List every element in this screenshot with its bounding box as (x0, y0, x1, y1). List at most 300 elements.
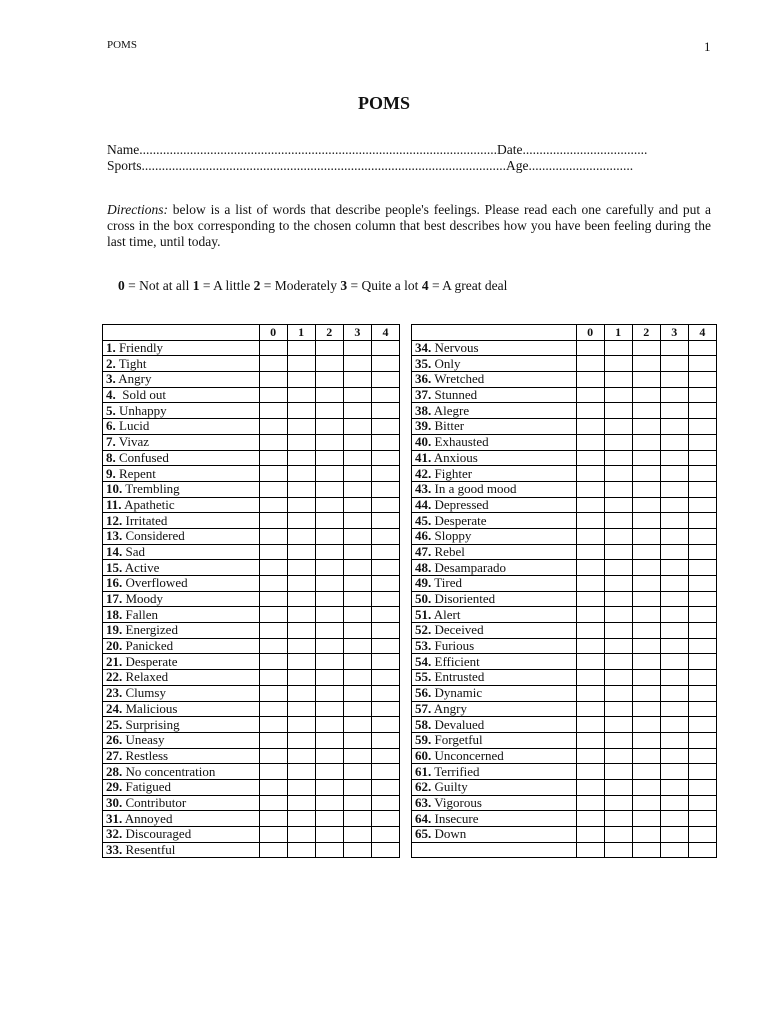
rating-checkbox-4[interactable] (371, 670, 399, 686)
rating-checkbox-3[interactable] (660, 356, 688, 372)
rating-checkbox-3[interactable] (660, 685, 688, 701)
rating-checkbox-2[interactable] (315, 544, 343, 560)
rating-checkbox-2[interactable] (315, 560, 343, 576)
rating-checkbox-4[interactable] (688, 591, 716, 607)
rating-checkbox-4[interactable] (371, 466, 399, 482)
rating-checkbox-3[interactable] (660, 795, 688, 811)
rating-checkbox-1[interactable] (287, 450, 315, 466)
rating-checkbox-0[interactable] (576, 434, 604, 450)
rating-checkbox-3[interactable] (343, 811, 371, 827)
rating-checkbox-4[interactable] (371, 732, 399, 748)
rating-checkbox-4[interactable] (688, 685, 716, 701)
rating-checkbox-1[interactable] (604, 419, 632, 435)
rating-checkbox-4[interactable] (371, 717, 399, 733)
rating-checkbox-3[interactable] (660, 591, 688, 607)
rating-checkbox-2[interactable] (632, 403, 660, 419)
rating-checkbox-0[interactable] (259, 544, 287, 560)
rating-checkbox-0[interactable] (576, 827, 604, 843)
rating-checkbox-4[interactable] (688, 340, 716, 356)
rating-checkbox-0[interactable] (259, 403, 287, 419)
rating-checkbox-4[interactable] (688, 795, 716, 811)
rating-checkbox-0[interactable] (576, 685, 604, 701)
rating-checkbox-1[interactable] (604, 497, 632, 513)
rating-checkbox-1[interactable] (604, 560, 632, 576)
rating-checkbox-3[interactable] (343, 387, 371, 403)
rating-checkbox-0[interactable] (259, 434, 287, 450)
rating-checkbox-1[interactable] (604, 356, 632, 372)
sports-age-field[interactable]: Sports............................................................................................................Age............................... (107, 158, 634, 173)
rating-checkbox-0[interactable] (576, 356, 604, 372)
rating-checkbox-4[interactable] (688, 623, 716, 639)
rating-checkbox-2[interactable] (315, 513, 343, 529)
rating-checkbox-1[interactable] (604, 576, 632, 592)
rating-checkbox-2[interactable] (315, 764, 343, 780)
rating-checkbox-4[interactable] (688, 513, 716, 529)
rating-checkbox-3[interactable] (660, 638, 688, 654)
rating-checkbox-4[interactable] (371, 387, 399, 403)
rating-checkbox-1[interactable] (287, 685, 315, 701)
rating-checkbox-1[interactable] (604, 591, 632, 607)
rating-checkbox-1[interactable] (287, 340, 315, 356)
rating-checkbox-0[interactable] (259, 356, 287, 372)
rating-checkbox-4[interactable] (371, 779, 399, 795)
rating-checkbox-0[interactable] (259, 576, 287, 592)
rating-checkbox-4[interactable] (371, 340, 399, 356)
rating-checkbox-1[interactable] (604, 450, 632, 466)
rating-checkbox-2[interactable] (315, 701, 343, 717)
rating-checkbox-2[interactable] (632, 481, 660, 497)
rating-checkbox-3[interactable] (343, 779, 371, 795)
rating-checkbox-2[interactable] (315, 779, 343, 795)
rating-checkbox-1[interactable] (604, 607, 632, 623)
rating-checkbox-2[interactable] (632, 717, 660, 733)
rating-checkbox-2[interactable] (315, 528, 343, 544)
rating-checkbox-0[interactable] (576, 638, 604, 654)
rating-checkbox-3[interactable] (660, 811, 688, 827)
rating-checkbox-1[interactable] (287, 748, 315, 764)
rating-checkbox-3[interactable] (660, 670, 688, 686)
rating-checkbox-4[interactable] (371, 528, 399, 544)
rating-checkbox-4[interactable] (688, 528, 716, 544)
rating-checkbox-3[interactable] (660, 481, 688, 497)
rating-checkbox-4[interactable] (371, 497, 399, 513)
rating-checkbox-4[interactable] (371, 513, 399, 529)
rating-checkbox-4[interactable] (371, 372, 399, 388)
rating-checkbox-3[interactable] (343, 513, 371, 529)
rating-checkbox-0[interactable] (576, 387, 604, 403)
rating-checkbox-0[interactable] (259, 497, 287, 513)
rating-checkbox-3[interactable] (343, 638, 371, 654)
rating-checkbox-1[interactable] (604, 481, 632, 497)
rating-checkbox-3[interactable] (343, 827, 371, 843)
rating-checkbox-1[interactable] (604, 779, 632, 795)
rating-checkbox-2[interactable] (315, 481, 343, 497)
rating-checkbox-4[interactable] (688, 466, 716, 482)
rating-checkbox-0[interactable] (576, 670, 604, 686)
rating-checkbox-2[interactable] (632, 513, 660, 529)
rating-checkbox-4[interactable] (688, 827, 716, 843)
rating-checkbox-1[interactable] (604, 623, 632, 639)
rating-checkbox-1[interactable] (287, 403, 315, 419)
rating-checkbox-4[interactable] (688, 544, 716, 560)
rating-checkbox-2[interactable] (315, 842, 343, 858)
rating-checkbox-4[interactable] (688, 576, 716, 592)
rating-checkbox-1[interactable] (604, 748, 632, 764)
rating-checkbox-0[interactable] (576, 497, 604, 513)
rating-checkbox-3[interactable] (343, 560, 371, 576)
rating-checkbox-0[interactable] (576, 607, 604, 623)
rating-checkbox-2[interactable] (315, 372, 343, 388)
rating-checkbox-2[interactable] (632, 654, 660, 670)
rating-checkbox-4[interactable] (371, 685, 399, 701)
rating-checkbox-4[interactable] (688, 434, 716, 450)
rating-checkbox-1[interactable] (287, 544, 315, 560)
rating-checkbox-0[interactable] (259, 560, 287, 576)
rating-checkbox-2[interactable] (632, 560, 660, 576)
rating-checkbox-2[interactable] (315, 732, 343, 748)
rating-checkbox-3[interactable] (660, 513, 688, 529)
rating-checkbox-1[interactable] (287, 638, 315, 654)
rating-checkbox-2[interactable] (632, 779, 660, 795)
rating-checkbox-4[interactable] (688, 654, 716, 670)
rating-checkbox-3[interactable] (660, 340, 688, 356)
rating-checkbox-0[interactable] (259, 387, 287, 403)
rating-checkbox-3[interactable] (343, 419, 371, 435)
rating-checkbox-1[interactable] (604, 528, 632, 544)
rating-checkbox-3[interactable] (343, 685, 371, 701)
rating-checkbox-4[interactable] (688, 717, 716, 733)
rating-checkbox-0[interactable] (259, 528, 287, 544)
rating-checkbox-1[interactable] (604, 732, 632, 748)
rating-checkbox-4[interactable] (371, 748, 399, 764)
rating-checkbox-1[interactable] (604, 685, 632, 701)
rating-checkbox-1[interactable] (287, 827, 315, 843)
rating-checkbox-0[interactable] (259, 717, 287, 733)
rating-checkbox-2[interactable] (315, 748, 343, 764)
rating-checkbox-3[interactable] (660, 779, 688, 795)
rating-checkbox-2[interactable] (315, 795, 343, 811)
rating-checkbox-2[interactable] (632, 748, 660, 764)
rating-checkbox-1[interactable] (604, 513, 632, 529)
rating-checkbox-2[interactable] (315, 576, 343, 592)
rating-checkbox-4[interactable] (371, 638, 399, 654)
rating-checkbox-0[interactable] (259, 623, 287, 639)
rating-checkbox-2[interactable] (315, 827, 343, 843)
rating-checkbox-3[interactable] (660, 576, 688, 592)
rating-checkbox-1[interactable] (604, 717, 632, 733)
rating-checkbox-4[interactable] (688, 732, 716, 748)
rating-checkbox-0[interactable] (259, 811, 287, 827)
rating-checkbox-2[interactable] (632, 685, 660, 701)
rating-checkbox-1[interactable] (604, 827, 632, 843)
rating-checkbox-1[interactable] (287, 670, 315, 686)
rating-checkbox-1[interactable] (604, 764, 632, 780)
rating-checkbox-2[interactable] (315, 466, 343, 482)
rating-checkbox-3[interactable] (343, 654, 371, 670)
rating-checkbox-4[interactable] (371, 560, 399, 576)
rating-checkbox-4[interactable] (688, 670, 716, 686)
rating-checkbox-1[interactable] (287, 466, 315, 482)
rating-checkbox-2[interactable] (315, 340, 343, 356)
rating-checkbox-4[interactable] (688, 372, 716, 388)
rating-checkbox-1[interactable] (604, 811, 632, 827)
rating-checkbox-4[interactable] (371, 607, 399, 623)
rating-checkbox-1[interactable] (287, 387, 315, 403)
rating-checkbox-3[interactable] (660, 450, 688, 466)
rating-checkbox-3[interactable] (660, 466, 688, 482)
rating-checkbox-4[interactable] (371, 811, 399, 827)
rating-checkbox-4[interactable] (371, 654, 399, 670)
rating-checkbox-3[interactable] (660, 560, 688, 576)
rating-checkbox-3[interactable] (660, 387, 688, 403)
rating-checkbox-3[interactable] (660, 544, 688, 560)
rating-checkbox-1[interactable] (287, 654, 315, 670)
rating-checkbox-0[interactable] (576, 513, 604, 529)
rating-checkbox-4[interactable] (688, 607, 716, 623)
rating-checkbox-3[interactable] (343, 576, 371, 592)
rating-checkbox-0[interactable] (259, 607, 287, 623)
rating-checkbox-2[interactable] (315, 356, 343, 372)
rating-checkbox-1[interactable] (604, 701, 632, 717)
rating-checkbox-4[interactable] (688, 638, 716, 654)
rating-checkbox-4[interactable] (371, 403, 399, 419)
rating-checkbox-0[interactable] (259, 481, 287, 497)
rating-checkbox-2[interactable] (315, 670, 343, 686)
rating-checkbox-3[interactable] (660, 748, 688, 764)
rating-checkbox-1[interactable] (287, 513, 315, 529)
rating-checkbox-0[interactable] (259, 795, 287, 811)
rating-checkbox-3[interactable] (343, 450, 371, 466)
rating-checkbox-4[interactable] (371, 701, 399, 717)
rating-checkbox-0[interactable] (576, 591, 604, 607)
rating-checkbox-2[interactable] (315, 685, 343, 701)
rating-checkbox-3[interactable] (660, 654, 688, 670)
rating-checkbox-3[interactable] (343, 528, 371, 544)
rating-checkbox-0[interactable] (576, 717, 604, 733)
rating-checkbox-2[interactable] (632, 419, 660, 435)
rating-checkbox-3[interactable] (343, 434, 371, 450)
rating-checkbox-1[interactable] (604, 670, 632, 686)
rating-checkbox-2[interactable] (315, 607, 343, 623)
rating-checkbox-3[interactable] (660, 764, 688, 780)
rating-checkbox-0[interactable] (576, 764, 604, 780)
rating-checkbox-4[interactable] (688, 450, 716, 466)
rating-checkbox-0[interactable] (576, 811, 604, 827)
rating-checkbox-2[interactable] (632, 811, 660, 827)
rating-checkbox-1[interactable] (604, 403, 632, 419)
rating-checkbox-2[interactable] (632, 372, 660, 388)
rating-checkbox-4[interactable] (688, 748, 716, 764)
rating-checkbox-4[interactable] (688, 560, 716, 576)
rating-checkbox-0[interactable] (576, 528, 604, 544)
rating-checkbox-2[interactable] (632, 623, 660, 639)
rating-checkbox-1[interactable] (287, 701, 315, 717)
rating-checkbox-3[interactable] (660, 372, 688, 388)
rating-checkbox-4[interactable] (371, 827, 399, 843)
rating-checkbox-3[interactable] (660, 701, 688, 717)
rating-checkbox-4[interactable] (688, 403, 716, 419)
rating-checkbox-1[interactable] (287, 372, 315, 388)
rating-checkbox-4[interactable] (688, 387, 716, 403)
rating-checkbox-0[interactable] (576, 654, 604, 670)
rating-checkbox-2[interactable] (632, 576, 660, 592)
rating-checkbox-4[interactable] (371, 356, 399, 372)
rating-checkbox-2[interactable] (315, 717, 343, 733)
rating-checkbox-1[interactable] (287, 591, 315, 607)
rating-checkbox-0[interactable] (259, 513, 287, 529)
rating-checkbox-3[interactable] (343, 372, 371, 388)
rating-checkbox-2[interactable] (315, 419, 343, 435)
rating-checkbox-0[interactable] (576, 732, 604, 748)
rating-checkbox-2[interactable] (632, 434, 660, 450)
name-date-field[interactable]: Name..........................................................................................................Date..................................... (107, 142, 648, 157)
rating-checkbox-0[interactable] (259, 340, 287, 356)
rating-checkbox-3[interactable] (660, 607, 688, 623)
rating-checkbox-2[interactable] (632, 340, 660, 356)
rating-checkbox-2[interactable] (315, 450, 343, 466)
rating-checkbox-3[interactable] (660, 419, 688, 435)
rating-checkbox-1[interactable] (604, 372, 632, 388)
rating-checkbox-3[interactable] (343, 764, 371, 780)
rating-checkbox-1[interactable] (287, 481, 315, 497)
rating-checkbox-0[interactable] (259, 638, 287, 654)
rating-checkbox-1[interactable] (287, 842, 315, 858)
rating-checkbox-1[interactable] (287, 732, 315, 748)
rating-checkbox-0[interactable] (259, 419, 287, 435)
rating-checkbox-2[interactable] (632, 764, 660, 780)
rating-checkbox-4[interactable] (371, 576, 399, 592)
rating-checkbox-2[interactable] (632, 497, 660, 513)
rating-checkbox-1[interactable] (287, 764, 315, 780)
rating-checkbox-0[interactable] (576, 576, 604, 592)
rating-checkbox-0[interactable] (259, 450, 287, 466)
rating-checkbox-0[interactable] (259, 764, 287, 780)
rating-checkbox-1[interactable] (287, 795, 315, 811)
rating-checkbox-3[interactable] (343, 607, 371, 623)
rating-checkbox-4[interactable] (371, 450, 399, 466)
rating-checkbox-2[interactable] (632, 591, 660, 607)
rating-checkbox-0[interactable] (259, 827, 287, 843)
rating-checkbox-1[interactable] (604, 387, 632, 403)
rating-checkbox-0[interactable] (576, 560, 604, 576)
rating-checkbox-3[interactable] (660, 827, 688, 843)
rating-checkbox-4[interactable] (371, 419, 399, 435)
rating-checkbox-3[interactable] (343, 481, 371, 497)
rating-checkbox-0[interactable] (576, 466, 604, 482)
rating-checkbox-4[interactable] (371, 434, 399, 450)
rating-checkbox-0[interactable] (259, 779, 287, 795)
rating-checkbox-3[interactable] (660, 434, 688, 450)
rating-checkbox-0[interactable] (576, 403, 604, 419)
rating-checkbox-4[interactable] (371, 481, 399, 497)
rating-checkbox-0[interactable] (576, 623, 604, 639)
rating-checkbox-4[interactable] (688, 481, 716, 497)
rating-checkbox-1[interactable] (604, 544, 632, 560)
rating-checkbox-2[interactable] (315, 387, 343, 403)
rating-checkbox-3[interactable] (343, 701, 371, 717)
rating-checkbox-1[interactable] (287, 717, 315, 733)
rating-checkbox-4[interactable] (688, 701, 716, 717)
rating-checkbox-2[interactable] (632, 356, 660, 372)
rating-checkbox-0[interactable] (576, 450, 604, 466)
rating-checkbox-4[interactable] (371, 623, 399, 639)
rating-checkbox-4[interactable] (371, 591, 399, 607)
rating-checkbox-1[interactable] (604, 434, 632, 450)
rating-checkbox-0[interactable] (576, 779, 604, 795)
rating-checkbox-3[interactable] (660, 732, 688, 748)
rating-checkbox-4[interactable] (688, 764, 716, 780)
rating-checkbox-3[interactable] (343, 732, 371, 748)
rating-checkbox-0[interactable] (576, 701, 604, 717)
rating-checkbox-4[interactable] (371, 795, 399, 811)
rating-checkbox-0[interactable] (576, 544, 604, 560)
rating-checkbox-2[interactable] (632, 795, 660, 811)
rating-checkbox-3[interactable] (343, 717, 371, 733)
rating-checkbox-2[interactable] (632, 450, 660, 466)
rating-checkbox-0[interactable] (259, 591, 287, 607)
rating-checkbox-0[interactable] (259, 372, 287, 388)
rating-checkbox-2[interactable] (632, 827, 660, 843)
rating-checkbox-2[interactable] (315, 623, 343, 639)
rating-checkbox-2[interactable] (632, 528, 660, 544)
rating-checkbox-4[interactable] (688, 497, 716, 513)
rating-checkbox-1[interactable] (287, 576, 315, 592)
rating-checkbox-1[interactable] (287, 623, 315, 639)
rating-checkbox-3[interactable] (343, 748, 371, 764)
rating-checkbox-4[interactable] (371, 764, 399, 780)
rating-checkbox-1[interactable] (287, 779, 315, 795)
rating-checkbox-3[interactable] (343, 403, 371, 419)
rating-checkbox-0[interactable] (259, 732, 287, 748)
rating-checkbox-2[interactable] (315, 811, 343, 827)
rating-checkbox-3[interactable] (343, 670, 371, 686)
rating-checkbox-4[interactable] (688, 356, 716, 372)
rating-checkbox-0[interactable] (259, 654, 287, 670)
rating-checkbox-1[interactable] (604, 795, 632, 811)
rating-checkbox-2[interactable] (315, 497, 343, 513)
rating-checkbox-1[interactable] (287, 811, 315, 827)
rating-checkbox-2[interactable] (632, 638, 660, 654)
rating-checkbox-0[interactable] (259, 748, 287, 764)
rating-checkbox-3[interactable] (660, 717, 688, 733)
rating-checkbox-3[interactable] (343, 466, 371, 482)
rating-checkbox-2[interactable] (315, 654, 343, 670)
rating-checkbox-2[interactable] (632, 387, 660, 403)
rating-checkbox-1[interactable] (604, 340, 632, 356)
rating-checkbox-0[interactable] (576, 372, 604, 388)
rating-checkbox-4[interactable] (688, 779, 716, 795)
rating-checkbox-2[interactable] (632, 670, 660, 686)
rating-checkbox-4[interactable] (688, 419, 716, 435)
rating-checkbox-0[interactable] (576, 481, 604, 497)
rating-checkbox-2[interactable] (315, 591, 343, 607)
rating-checkbox-3[interactable] (343, 842, 371, 858)
rating-checkbox-2[interactable] (315, 434, 343, 450)
rating-checkbox-0[interactable] (259, 466, 287, 482)
rating-checkbox-3[interactable] (343, 623, 371, 639)
rating-checkbox-2[interactable] (632, 732, 660, 748)
rating-checkbox-3[interactable] (660, 528, 688, 544)
rating-checkbox-4[interactable] (688, 811, 716, 827)
rating-checkbox-0[interactable] (576, 748, 604, 764)
rating-checkbox-1[interactable] (287, 497, 315, 513)
rating-checkbox-2[interactable] (315, 638, 343, 654)
rating-checkbox-0[interactable] (576, 795, 604, 811)
rating-checkbox-3[interactable] (343, 544, 371, 560)
rating-checkbox-3[interactable] (343, 591, 371, 607)
rating-checkbox-1[interactable] (287, 560, 315, 576)
rating-checkbox-1[interactable] (604, 466, 632, 482)
